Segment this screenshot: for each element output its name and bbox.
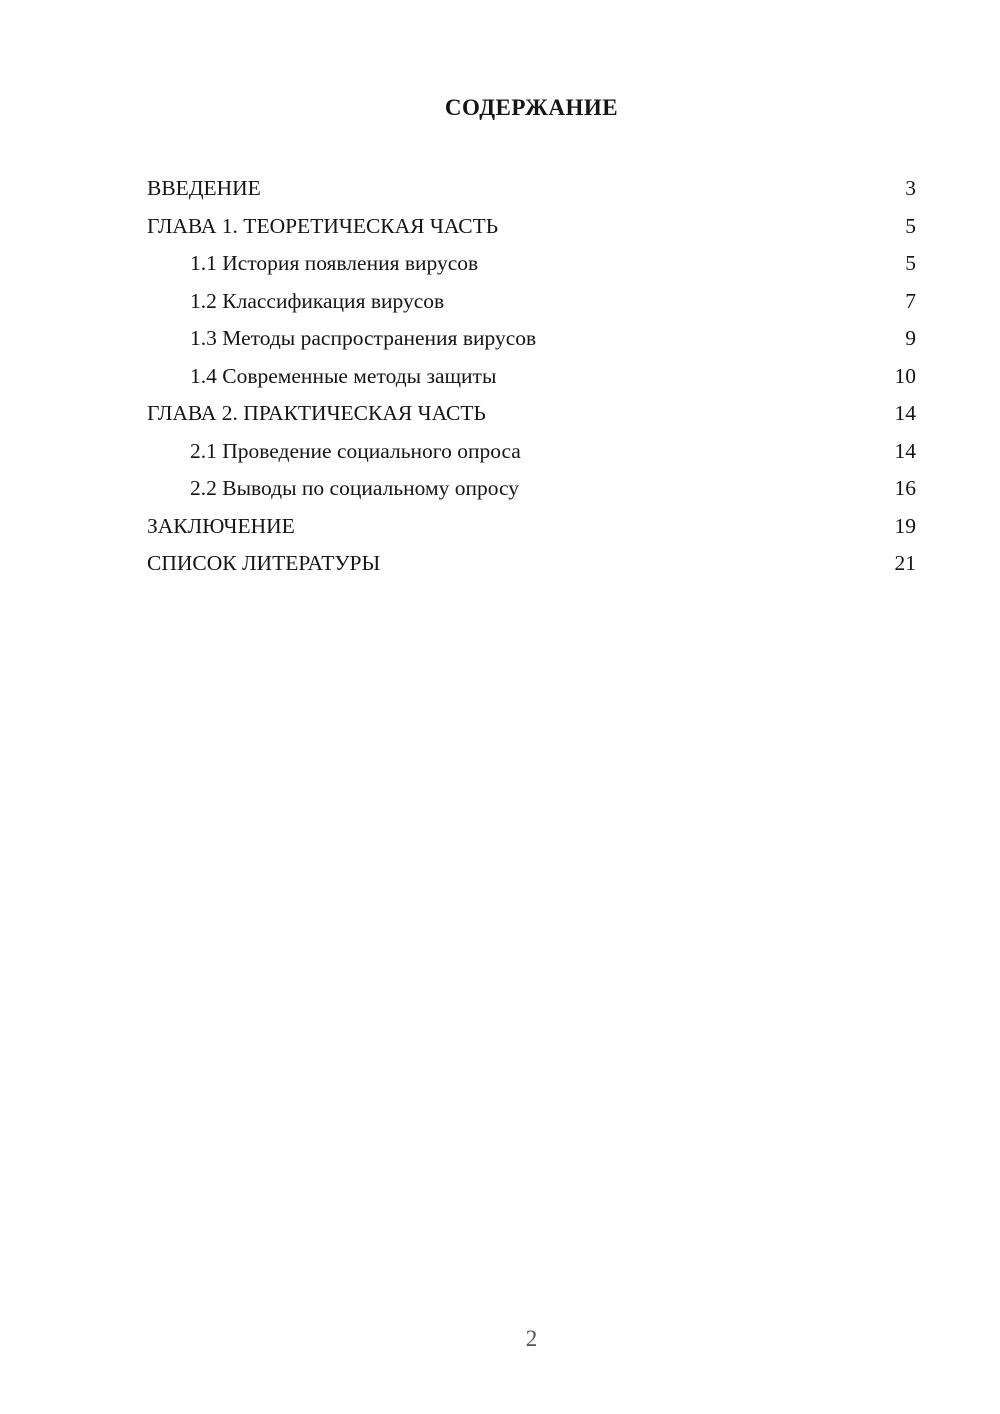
toc-entry-page: 21	[894, 551, 916, 575]
toc-entry-page: 5	[905, 213, 916, 238]
toc-entry	[147, 358, 916, 396]
toc-entry	[147, 170, 916, 208]
toc-entry	[147, 208, 916, 246]
toc-entry	[147, 245, 916, 283]
toc-entry-label: 1.4 Современные методы защиты	[190, 363, 497, 388]
toc-entry-label: 1.1 История появления вирусов	[190, 251, 479, 275]
toc-entry-page: 10	[894, 363, 916, 388]
toc-entry-label: 1.2 Классификация вирусов	[190, 288, 445, 313]
toc-entry-page: 14	[894, 438, 916, 463]
toc-entry-page: 5	[905, 251, 916, 275]
toc-entry-page: 9	[905, 326, 916, 350]
toc-entry-page: 16	[894, 476, 916, 500]
toc-content	[147, 0, 916, 583]
toc-entry	[147, 433, 916, 471]
toc-entry-label: СПИСОК ЛИТЕРАТУРЫ	[147, 551, 381, 575]
footer-page-number: 2	[525, 1326, 538, 1351]
toc-entry-page: 14	[894, 401, 916, 425]
toc-entry	[147, 508, 916, 546]
toc-entry-page: 19	[894, 513, 916, 538]
toc-entry	[147, 283, 916, 321]
page-title: СОДЕРЖАНИЕ	[444, 95, 619, 120]
toc-entry-page: 7	[905, 288, 916, 313]
toc-entry-label: ГЛАВА 2. ПРАКТИЧЕСКАЯ ЧАСТЬ	[147, 401, 486, 425]
toc-entry-label: ЗАКЛЮЧЕНИЕ	[147, 513, 295, 538]
toc-entry-page: 3	[905, 176, 916, 200]
toc-list	[147, 170, 916, 583]
toc-entry-label: 1.3 Методы распространения вирусов	[190, 326, 537, 350]
toc-entry	[147, 545, 916, 583]
toc-entry-label: 2.1 Проведение социального опроса	[190, 438, 521, 463]
toc-entry	[147, 320, 916, 358]
toc-entry	[147, 395, 916, 433]
toc-entry-label: ВВЕДЕНИЕ	[147, 176, 261, 200]
toc-entry-label: ГЛАВА 1. ТЕОРЕТИЧЕСКАЯ ЧАСТЬ	[147, 213, 499, 238]
toc-entry-label: 2.2 Выводы по социальному опросу	[190, 476, 520, 500]
toc-entry	[147, 470, 916, 508]
